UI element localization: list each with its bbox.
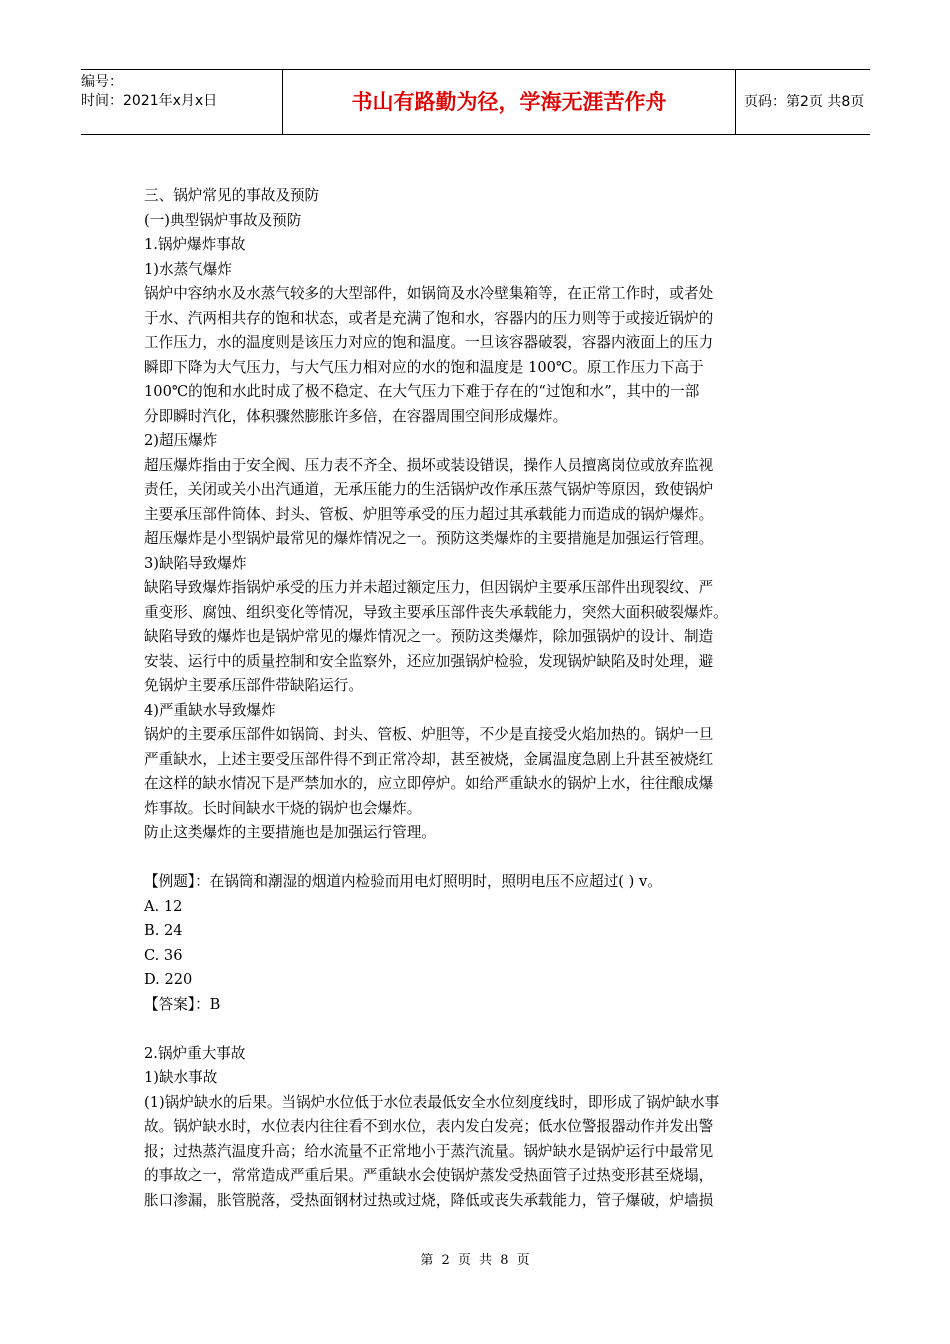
text-line: C. 36: [144, 946, 183, 964]
text-line: 胀口渗漏，胀管脱落，受热面钢材过热或过烧，降低或丧失承载能力，管子爆破，炉墙损: [144, 1191, 714, 1209]
blank-line: [144, 846, 812, 871]
text-line: (一)典型锅炉事故及预防: [144, 211, 302, 229]
text-line: 的事故之一，常常造成严重后果。严重缺水会使锅炉蒸发受热面管子过热变形甚至烧塌，: [144, 1167, 714, 1184]
text-line: 分即瞬时汽化，体积骤然膨胀许多倍，在容器周围空间形成爆炸。: [144, 407, 568, 425]
header-info: [81, 70, 282, 134]
text-line: 缺陷导致爆炸指锅炉承受的压力并未超过额定压力，但因锅炉主要承压部件出现裂纹、严: [144, 579, 714, 596]
text-line: 工作压力，水的温度则是该压力对应的饱和温度。一旦该容器破裂，容器内液面上的压力: [144, 334, 714, 351]
text-line: 安装、运行中的质量控制和安全监察外，还应加强锅炉检验，发现锅炉缺陷及时处理，避: [144, 652, 714, 670]
text-line: 重变形、腐蚀、组织变化等情况，导致主要承压部件丧失承载能力，突然大面积破裂爆炸。: [144, 603, 728, 621]
text-line: 1.锅炉爆炸事故: [144, 236, 246, 253]
text-line: 在这样的缺水情况下是严禁加水的，应立即停炉。如给严重缺水的锅炉上水，往往酿成爆: [144, 775, 714, 792]
blank-line: [144, 1017, 812, 1042]
text-line: D. 220: [144, 971, 193, 988]
page-header: [81, 69, 870, 135]
document-date-label: 时间：2021年x月x日: [81, 93, 218, 109]
text-line: 2)超压爆炸: [144, 432, 218, 449]
text-line: 责任，关闭或关小出汽通道，无承压能力的生活锅炉改作承压蒸气锅炉等原因，致使锅炉: [144, 481, 714, 498]
page-footer: 第 2 页 共 8 页: [420, 1253, 530, 1268]
text-line: 瞬即下降为大气压力，与大气压力相对应的水的饱和温度是 100℃。原工作压力下高于: [144, 358, 704, 376]
text-line: 主要承压部件筒体、封头、管板、炉胆等承受的压力超过其承载能力而造成的锅炉爆炸。: [144, 505, 714, 523]
text-line: 4)严重缺水导致爆炸: [144, 701, 276, 719]
text-line: 2.锅炉重大事故: [144, 1044, 246, 1062]
text-line: 报；过热蒸汽温度升高；给水流量不正常地小于蒸汽流量。锅炉缺水是锅炉运行中最常见: [144, 1142, 714, 1160]
text-line: 三、锅炉常见的事故及预防: [144, 187, 320, 204]
document-number-label: 编号：: [81, 74, 123, 90]
text-line: 故。锅炉缺水时，水位表内往往看不到水位，表内发白发亮；低水位警报器动作并发出警: [144, 1118, 714, 1135]
text-line: 1)水蒸气爆炸: [144, 260, 232, 278]
text-line: 于水、汽两相共存的饱和状态，或者是充满了饱和水，容器内的压力则等于或接近锅炉的: [144, 309, 714, 327]
text-line: (1)锅炉缺水的后果。当锅炉水位低于水位表最低安全水位刻度线时，即形成了锅炉缺水事: [144, 1093, 720, 1111]
text-line: 【答案】：B: [144, 995, 221, 1013]
document-body: [144, 184, 812, 1213]
text-line: 【例题】：在锅筒和潮湿的烟道内检验而用电灯照明时，照明电压不应超过( ) v。: [144, 873, 662, 890]
text-line: 超压爆炸是小型锅炉最常见的爆炸情况之一。预防这类爆炸的主要措施是加强运行管理。: [144, 530, 714, 547]
text-line: 3)缺陷导致爆炸: [144, 554, 247, 572]
text-line: B. 24: [144, 922, 183, 939]
text-line: 免锅炉主要承压部件带缺陷运行。: [144, 677, 363, 694]
text-line: 超压爆炸指由于安全阀、压力表不齐全、损坏或装设错误，操作人员擅离岗位或放弃监视: [144, 456, 714, 474]
header-page-label: 页码：第2页 共8页: [744, 94, 865, 110]
header-motto: 书山有路勤为径，学海无涯苦作舟: [282, 70, 736, 134]
text-line: 炸事故。长时间缺水干烧的锅炉也会爆炸。: [144, 799, 422, 817]
text-line: 严重缺水，上述主要受压部件得不到正常冷却，甚至被烧，金属温度急剧上升甚至被烧红: [144, 750, 714, 768]
text-line: A. 12: [144, 897, 183, 915]
text-line: 100℃的饱和水此时成了极不稳定、在大气压力下难于存在的“过饱和水”，其中的一部: [144, 383, 700, 400]
text-line: 防止这类爆炸的主要措施也是加强运行管理。: [144, 824, 436, 841]
text-line: 1)缺水事故: [144, 1069, 218, 1086]
text-line: 锅炉中容纳水及水蒸气较多的大型部件，如锅筒及水冷壁集箱等，在正常工作时，或者处: [144, 285, 714, 302]
text-line: 缺陷导致的爆炸也是锅炉常见的爆炸情况之一。预防这类爆炸，除加强锅炉的设计、制造: [144, 628, 714, 645]
text-line: 锅炉的主要承压部件如锅筒、封头、管板、炉胆等，不少是直接受火焰加热的。锅炉一旦: [144, 726, 714, 743]
